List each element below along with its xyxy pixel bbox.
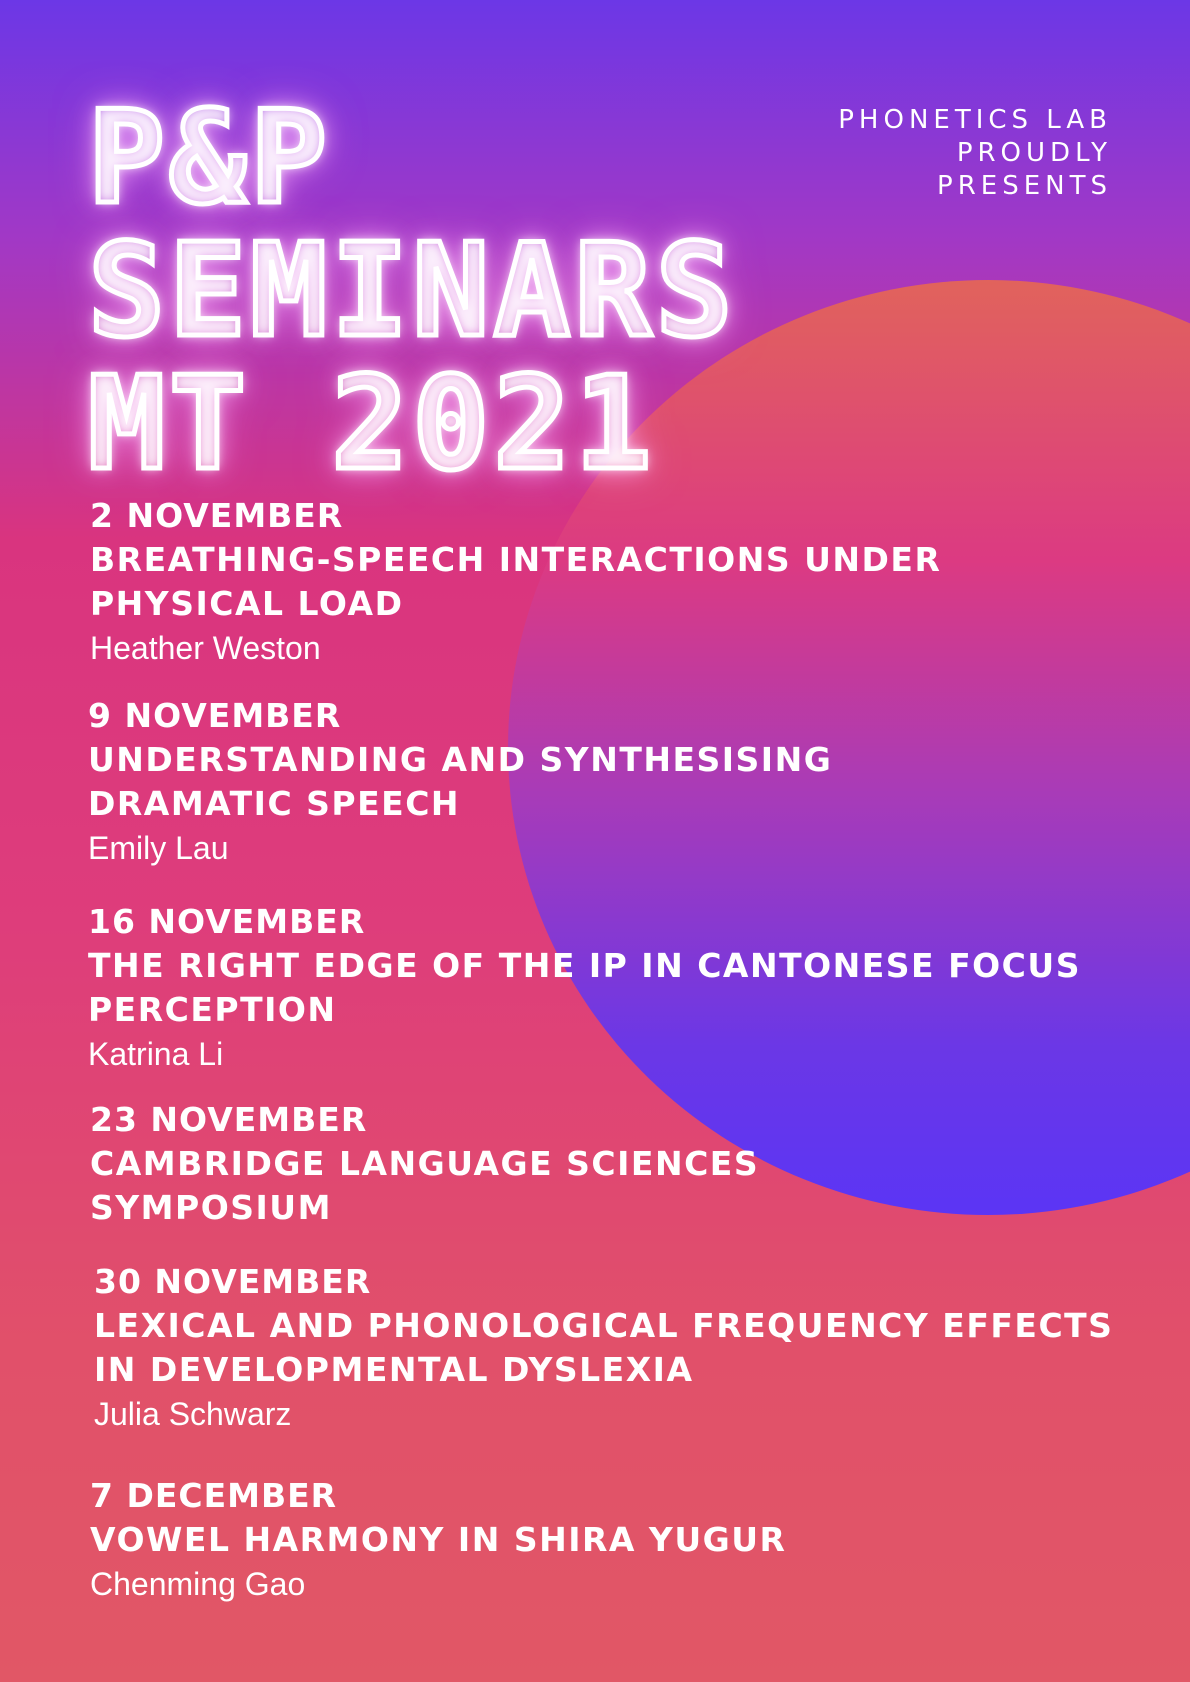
seminar-date: 23 NOVEMBER — [90, 1100, 368, 1139]
seminar-entry — [90, 1098, 970, 1230]
seminar-entry — [88, 694, 988, 869]
seminar-speaker: Katrina Li — [88, 1036, 224, 1072]
seminar-title: BREATHING-SPEECH INTERACTIONS UNDER PHYSICAL LOAD — [90, 540, 942, 623]
seminar-speaker: Chenming Gao — [90, 1566, 306, 1602]
presenter-line: PRESENTS — [937, 171, 1112, 201]
seminar-entry — [90, 494, 1100, 669]
seminar-date: 16 NOVEMBER — [88, 902, 366, 941]
title-line: MT 2021 — [88, 350, 656, 499]
seminar-entry — [90, 1474, 1100, 1605]
seminar-speaker: Emily Lau — [88, 830, 229, 866]
presenter-credit — [838, 104, 1112, 203]
presenter-line: PHONETICS LAB — [838, 105, 1112, 135]
poster-title — [88, 84, 737, 499]
seminar-speaker: Julia Schwarz — [94, 1396, 292, 1432]
seminar-speaker: Heather Weston — [90, 630, 321, 666]
seminar-title: UNDERSTANDING AND SYNTHESISING DRAMATIC SPEECH — [88, 740, 833, 823]
seminar-date: 7 DECEMBER — [90, 1476, 338, 1515]
seminar-title: THE RIGHT EDGE OF THE IP IN CANTONESE FOCUS PERCEPTION — [88, 946, 1081, 1029]
title-line: P&P — [88, 84, 332, 233]
seminar-entry — [88, 900, 1098, 1075]
seminar-date: 9 NOVEMBER — [88, 696, 342, 735]
presenter-line: PROUDLY — [956, 138, 1112, 168]
seminar-title: CAMBRIDGE LANGUAGE SCIENCES SYMPOSIUM — [90, 1144, 760, 1227]
seminar-date: 30 NOVEMBER — [94, 1262, 372, 1301]
seminar-date: 2 NOVEMBER — [90, 496, 344, 535]
seminar-title: LEXICAL AND PHONOLOGICAL FREQUENCY EFFECTS IN DEVELOPMENTAL DYSLEXIA — [94, 1306, 1114, 1389]
title-line: SEMINARS — [88, 217, 737, 366]
seminar-title: VOWEL HARMONY IN SHIRA YUGUR — [90, 1520, 787, 1559]
seminar-entry — [94, 1260, 1114, 1435]
